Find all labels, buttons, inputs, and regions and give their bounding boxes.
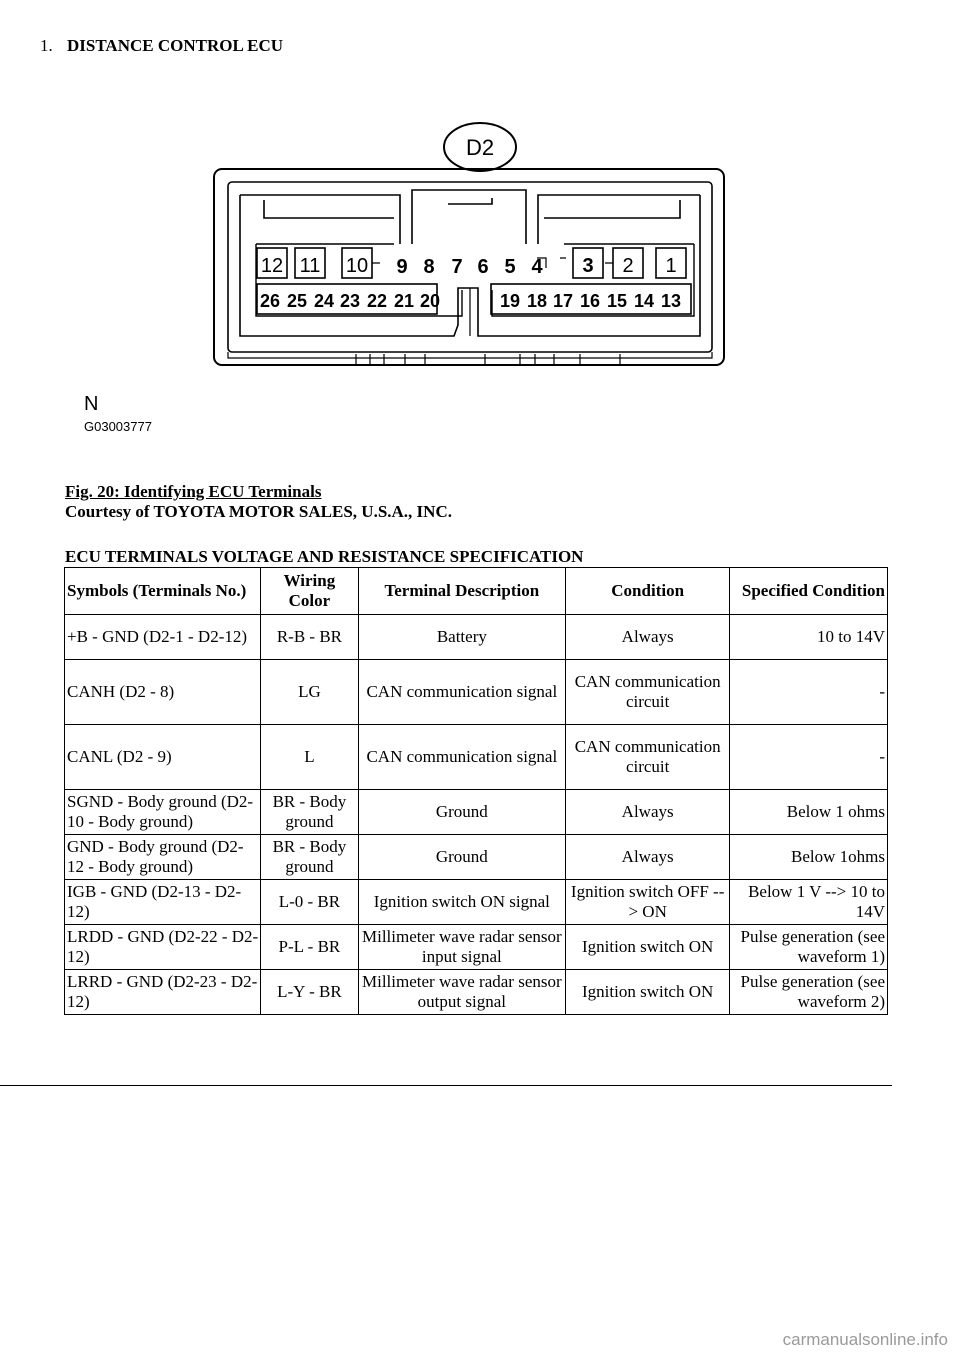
table-row: [65, 790, 888, 835]
table-cell: LRDD - GND (D2-22 - D2-12): [65, 925, 261, 970]
page-divider: [0, 1085, 892, 1086]
pin-label: 11: [299, 255, 321, 277]
pin-label: 2: [622, 255, 634, 277]
pin-label: 12: [260, 255, 284, 277]
table-row: [65, 725, 888, 790]
table-cell: +B - GND (D2-1 - D2-12): [65, 615, 261, 660]
column-header: Terminal Description: [358, 568, 565, 615]
table-cell: L: [261, 725, 358, 790]
table-row: [65, 970, 888, 1015]
pin-label: 19: [499, 291, 521, 311]
pin-label: 25: [286, 291, 308, 311]
column-header: Specified Condition: [730, 568, 888, 615]
table-cell: Always: [566, 835, 730, 880]
pin-label: 24: [313, 291, 335, 311]
table-cell: Ignition switch OFF --> ON: [566, 880, 730, 925]
table-row: [65, 925, 888, 970]
table-cell: R-B - BR: [261, 615, 358, 660]
table-cell: Millimeter wave radar sensor input signal: [358, 925, 565, 970]
pin-label: 26: [259, 291, 281, 311]
table-cell: Pulse generation (see waveform 1): [730, 925, 888, 970]
table-cell: Ignition switch ON signal: [358, 880, 565, 925]
pin-label: 10: [345, 255, 369, 277]
pin-label: 18: [526, 291, 548, 311]
table-cell: CANL (D2 - 9): [65, 725, 261, 790]
table-row: [65, 660, 888, 725]
table-cell: Pulse generation (see waveform 2): [730, 970, 888, 1015]
pin-label: 4: [531, 256, 543, 278]
table-cell: -: [730, 725, 888, 790]
table-cell: CAN communication signal: [358, 660, 565, 725]
figure-courtesy: Courtesy of TOYOTA MOTOR SALES, U.S.A., INC.: [65, 502, 452, 521]
connector-label: D2: [465, 135, 495, 160]
orientation-mark: N: [84, 393, 99, 415]
pin-label: 15: [606, 291, 628, 311]
table-row: [65, 615, 888, 660]
table-cell: CAN communication circuit: [566, 725, 730, 790]
pin-label: 14: [633, 291, 655, 311]
table-cell: CAN communication signal: [358, 725, 565, 790]
table-cell: Ignition switch ON: [566, 925, 730, 970]
table-cell: LG: [261, 660, 358, 725]
figure-title: Fig. 20: Identifying ECU Terminals: [65, 482, 322, 501]
pin-label: 20: [419, 291, 441, 311]
table-cell: Ground: [358, 790, 565, 835]
table-cell: IGB - GND (D2-13 - D2-12): [65, 880, 261, 925]
table-cell: Below 1ohms: [730, 835, 888, 880]
table-cell: L-0 - BR: [261, 880, 358, 925]
table-cell: CANH (D2 - 8): [65, 660, 261, 725]
section-heading: [40, 36, 283, 56]
pin-label: 9: [396, 256, 408, 278]
connector-diagram: [60, 100, 780, 450]
pin-label: 17: [552, 291, 574, 311]
table-cell: Ground: [358, 835, 565, 880]
pin-label: 23: [339, 291, 361, 311]
table-cell: Ignition switch ON: [566, 970, 730, 1015]
table-cell: LRRD - GND (D2-23 - D2-12): [65, 970, 261, 1015]
table-title: ECU TERMINALS VOLTAGE AND RESISTANCE SPECIFICATION: [65, 547, 584, 566]
table-cell: CAN communication circuit: [566, 660, 730, 725]
table-cell: Always: [566, 790, 730, 835]
pin-label: 7: [451, 256, 463, 278]
column-header: Condition: [566, 568, 730, 615]
figure-caption: [65, 482, 452, 522]
pin-label: 6: [477, 256, 489, 278]
pin-label: 5: [504, 256, 516, 278]
table-cell: L-Y - BR: [261, 970, 358, 1015]
pin-label: 3: [582, 255, 594, 277]
table-row: [65, 835, 888, 880]
pin-label: 1: [665, 255, 677, 277]
pin-label: 21: [393, 291, 415, 311]
figure-id: G03003777: [84, 419, 152, 434]
table-cell: P-L - BR: [261, 925, 358, 970]
section-number: 1.: [40, 36, 53, 55]
table-cell: Always: [566, 615, 730, 660]
site-watermark: carmanualsonline.info: [782, 1330, 948, 1349]
pin-label: 16: [579, 291, 601, 311]
table-cell: GND - Body ground (D2-12 - Body ground): [65, 835, 261, 880]
pin-label: 8: [423, 256, 435, 278]
table-cell: SGND - Body ground (D2-10 - Body ground): [65, 790, 261, 835]
column-header: Symbols (Terminals No.): [65, 568, 261, 615]
table-cell: BR - Body ground: [261, 790, 358, 835]
table-cell: 10 to 14V: [730, 615, 888, 660]
table-cell: Below 1 ohms: [730, 790, 888, 835]
table-cell: -: [730, 660, 888, 725]
table-header-row: [65, 568, 888, 615]
section-title: DISTANCE CONTROL ECU: [67, 36, 284, 55]
table-cell: BR - Body ground: [261, 835, 358, 880]
pin-label: 13: [660, 291, 682, 311]
pin-label: 22: [366, 291, 388, 311]
table-cell: Battery: [358, 615, 565, 660]
spec-table: [64, 567, 888, 1015]
column-header: Wiring Color: [261, 568, 358, 615]
table-cell: Below 1 V --> 10 to 14V: [730, 880, 888, 925]
table-cell: Millimeter wave radar sensor output signal: [358, 970, 565, 1015]
connector-figure: [60, 100, 780, 450]
table-row: [65, 880, 888, 925]
